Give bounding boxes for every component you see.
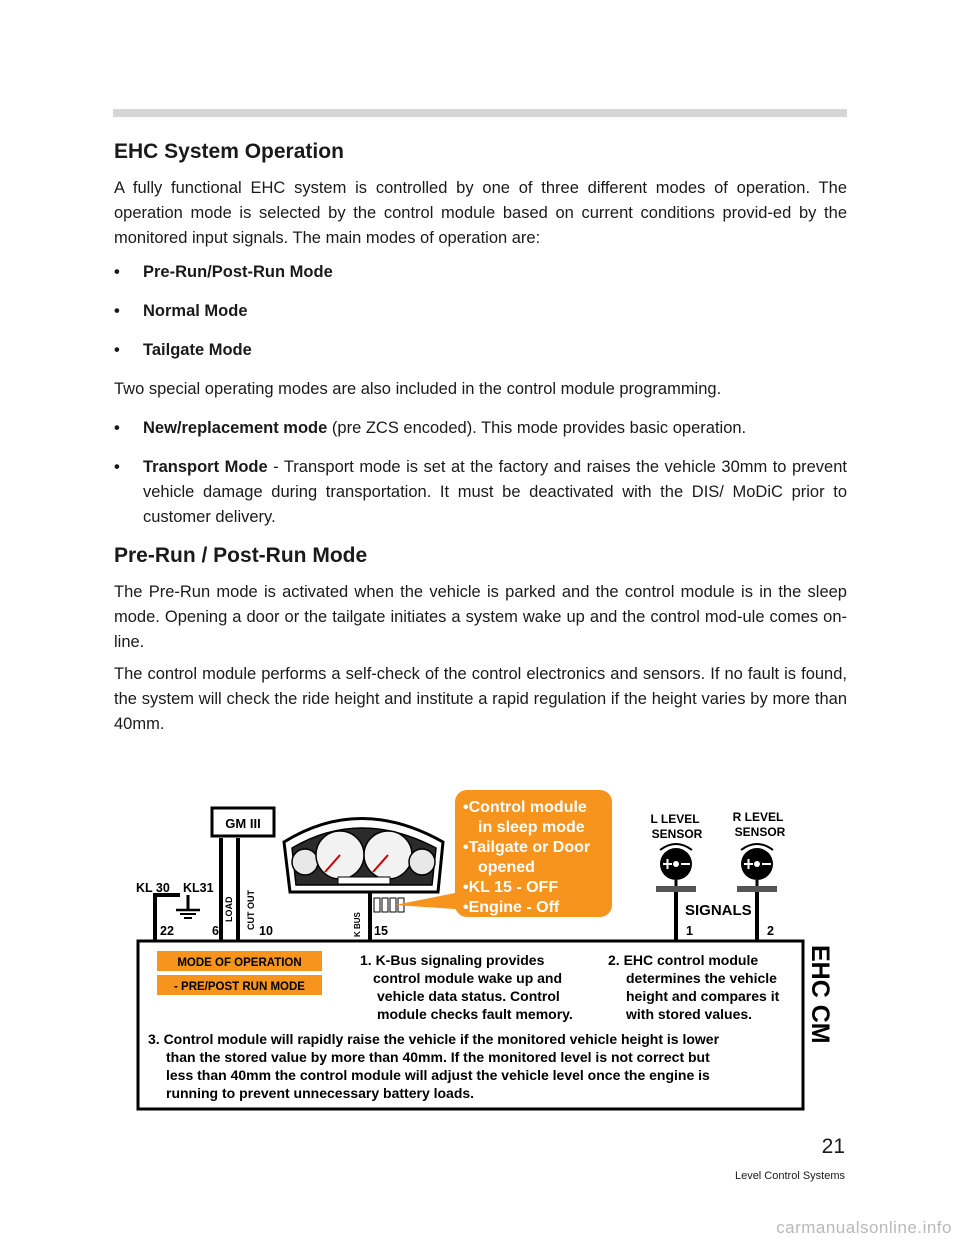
gm3-label: GM III (225, 816, 261, 831)
pin-2: 2 (767, 924, 774, 938)
l-sensor-label-2: SENSOR (651, 827, 703, 841)
mode-item-3: • Tailgate Mode (114, 341, 252, 359)
note2-line-1: 2. EHC control module (608, 952, 759, 968)
note3-line-2: than the stored value by more than 40mm. If the monitored level is not correct but (166, 1049, 710, 1065)
special-mode-1: • New/replacement mode (pre ZCS encoded). This mode provides basic operation. (114, 419, 747, 437)
mode-label: MODE OF OPERATION (177, 957, 302, 969)
kl31-label: KL31 (183, 881, 214, 895)
callout-line-3: •Tailgate or Door (463, 839, 591, 856)
subsection-title: Pre-Run / Post-Run Mode (114, 544, 368, 567)
l-sensor-label-1: L LEVEL (650, 812, 700, 826)
note1-line-1: 1. K-Bus signaling provides (360, 952, 545, 968)
pin-15: 15 (374, 924, 388, 938)
page-footer: Level Control Systems (734, 1170, 845, 1182)
special-intro: Two special operating modes are also included in the control module programming. (114, 380, 722, 398)
pin-6: 6 (212, 924, 219, 938)
note1-line-4: module checks fault memory. (377, 1006, 573, 1022)
r-sensor-label-1: R LEVEL (732, 810, 784, 824)
note2-line-4: with stored values. (626, 1006, 753, 1022)
module-label: EHC CM (806, 945, 834, 1044)
prerun-paragraph-1: The Pre-Run mode is activated when the vehicle is parked and the control module is in the sleep mode. Opening a door or the tailgate initiates a system wake up and the control mod-ule comes on-line. (114, 583, 847, 651)
note3-line-4: running to prevent unnecessary battery loads. (166, 1085, 475, 1101)
signals-label: SIGNALS (685, 902, 752, 919)
special-mode-desc: - Transport mode is set at the factory and raises the vehicle 30mm to prevent vehicle damage during transportation. It must be deactivated with the DIS/ MoDiC prior to customer delivery. (143, 458, 847, 526)
special-mode-2: • Transport Mode - Transport mode is set at the factory and raises the vehicle 30mm to prevent vehicle damage during transportation. It must be deactivated with the DIS/ MoDiC prior to customer delivery. (114, 458, 847, 526)
section-title: EHC System Operation (114, 140, 344, 163)
note3-line-3: less than 40mm the control module will adjust the vehicle level once the engine is (166, 1067, 710, 1083)
ground-icon (176, 910, 200, 918)
special-mode-desc: (pre ZCS encoded). This mode provides basic operation. (327, 419, 747, 437)
pin-10: 10 (259, 924, 273, 938)
note1-line-3: vehicle data status. Control (377, 988, 560, 1004)
r-level-sensor-icon (737, 844, 777, 892)
prerun-paragraph-2: The control module performs a self-check of the control electronics and sensors. If no fault is found, the system will check the ride height and institute a rapid regulation if the height varies by more than 40mm. (114, 665, 847, 733)
intro-paragraph: A fully functional EHC system is controlled by one of three different modes of operation. The operation mode is selected by the control module based on current conditions provid-ed by the monitored input signals. The main modes of operation are: (114, 179, 847, 247)
mode-value: - PRE/POST RUN MODE (174, 981, 305, 993)
special-mode-name: New/replacement mode (143, 419, 328, 437)
note2-line-2: determines the vehicle (626, 970, 777, 986)
kbus-label: K BUS (353, 912, 362, 937)
mode-name: Tailgate Mode (143, 341, 252, 359)
note3-line-1: 3. Control module will rapidly raise the vehicle if the monitored vehicle height is lower (148, 1031, 720, 1047)
cutout-label: CUT OUT (246, 890, 256, 930)
page-number: 21 (821, 1135, 845, 1158)
callout-line-1: •Control module (463, 799, 587, 816)
callout-line-4: opened (478, 859, 535, 876)
callout-line-6: •Engine - Off (463, 899, 560, 916)
instrument-cluster-icon (284, 819, 443, 893)
pin-22: 22 (160, 924, 174, 938)
kl30-label: KL 30 (136, 881, 170, 895)
callout-line-2: in sleep mode (478, 819, 585, 836)
pin-1: 1 (686, 924, 693, 938)
watermark: carmanualsonline.info (776, 1218, 952, 1237)
note1-line-2: control module wake up and (373, 970, 563, 986)
note2-line-3: height and compares it (626, 988, 780, 1004)
load-label: LOAD (224, 896, 234, 922)
mode-name: Pre-Run/Post-Run Mode (143, 263, 333, 281)
mode-item-1: • Pre-Run/Post-Run Mode (114, 263, 333, 281)
r-sensor-label-2: SENSOR (734, 825, 786, 839)
special-mode-name: Transport Mode (143, 458, 268, 476)
l-level-sensor-icon (656, 844, 696, 892)
callout-line-5: •KL 15 - OFF (463, 879, 559, 896)
mode-item-2: • Normal Mode (114, 302, 248, 320)
mode-name: Normal Mode (143, 302, 248, 320)
